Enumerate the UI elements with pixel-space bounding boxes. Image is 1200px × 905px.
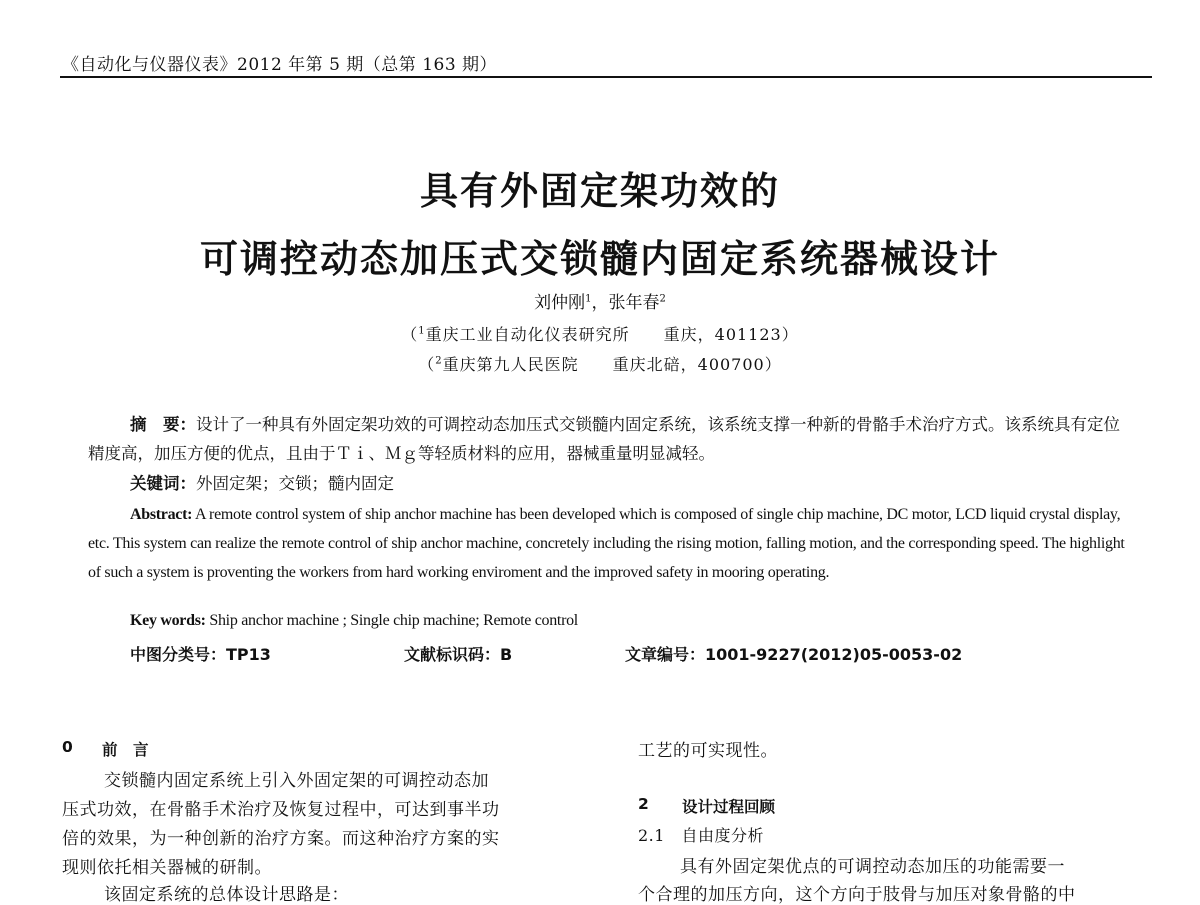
section-0-title: 前 言	[102, 741, 149, 759]
affiliation-1	[0, 322, 1200, 345]
author-1-mark: 1	[585, 293, 592, 305]
continued-text: 工艺的可实现性。	[638, 741, 778, 761]
affiliation-1-text: 重庆工业自动化仪表研究所 重庆，401123）	[425, 325, 799, 344]
abstract-zh-text: 设计了一种具有外固定架功效的可调控动态加压式交锁髓内固定系统，该系统支撑一种新的骨骼手术治疗方式。该系统具有定位精度高，加压方便的优点，且由于Ｔｉ、Ｍｇ等轻质材料的应用，器械重量明显减轻。	[88, 415, 1120, 463]
paper-title-line1: 具有外固定架功效的	[419, 168, 780, 213]
section-2-line: 个合理的加压方向，这个方向于肢骨与加压对象骨骼的中	[638, 885, 1076, 905]
intro-line: 交锁髓内固定系统上引入外固定架的可调控动态加	[104, 771, 489, 791]
abstract-en	[88, 500, 1130, 587]
author-separator: ，	[591, 293, 609, 313]
header-rule	[60, 76, 1152, 78]
affiliation-1-mark: 1	[418, 325, 426, 337]
paper-title-line2: 可调控动态加压式交锁髓内固定系统器械设计	[199, 236, 1000, 281]
document-code: 文献标识码：B	[404, 645, 513, 664]
affiliation-2-text: 重庆第九人民医院 重庆北碚，400700）	[442, 355, 782, 374]
article-number: 文章编号：1001-9227(2012)05-0053-02	[625, 645, 963, 664]
abstract-zh	[88, 410, 1130, 468]
section-2-number: 2	[638, 795, 649, 813]
subsection-2-1: 2.1 自由度分析	[638, 826, 764, 845]
keywords-en	[130, 612, 578, 630]
affiliation-1-open: （	[401, 325, 419, 344]
keywords-zh	[130, 470, 394, 494]
clc-number: 中图分类号：TP13	[130, 645, 271, 664]
keywords-zh-label: 关键词：	[130, 474, 196, 493]
abstract-en-label: Abstract:	[130, 506, 193, 523]
abstract-en-text: A remote control system of ship anchor machine has been developed which is composed of single chip machine, DC motor, LCD liquid crystal display, etc. This system can realize the remote control of ship anchor machine, concretely including the rising motion, falling motion, and the corresponding speed. The highlight of such a system is proventing the workers from hard working enviroment and the improved safety in mooring operating.	[88, 506, 1125, 581]
author-2-mark: 2	[659, 293, 666, 305]
section-0-number: 0	[62, 738, 73, 756]
intro-line: 压式功效，在骨骼手术治疗及恢复过程中，可达到事半功	[62, 800, 500, 820]
author-1: 刘仲刚	[534, 293, 586, 313]
keywords-en-text: Ship anchor machine ; Single chip machine; Remote control	[205, 612, 578, 629]
intro-line: 该固定系统的总体设计思路是：	[104, 885, 349, 905]
journal-header: 《自动化与仪器仪表》2012 年第 5 期（总第 163 期）	[62, 55, 498, 75]
keywords-zh-text: 外固定架；交锁；髓内固定	[196, 474, 394, 493]
keywords-en-label: Key words:	[130, 612, 206, 629]
author-2: 张年春	[608, 293, 660, 313]
abstract-zh-label: 摘 要：	[130, 415, 196, 434]
section-2-line: 具有外固定架优点的可调控动态加压的功能需要一	[680, 857, 1065, 877]
section-2-title: 设计过程回顾	[682, 798, 776, 816]
intro-line: 现则依托相关器械的研制。	[62, 858, 272, 878]
affiliation-2-open: （	[418, 355, 436, 374]
affiliation-2-mark: 2	[435, 355, 443, 367]
affiliation-2	[0, 352, 1200, 375]
authors	[0, 288, 1200, 313]
intro-line: 倍的效果，为一种创新的治疗方案。而这种治疗方案的实	[62, 829, 500, 849]
